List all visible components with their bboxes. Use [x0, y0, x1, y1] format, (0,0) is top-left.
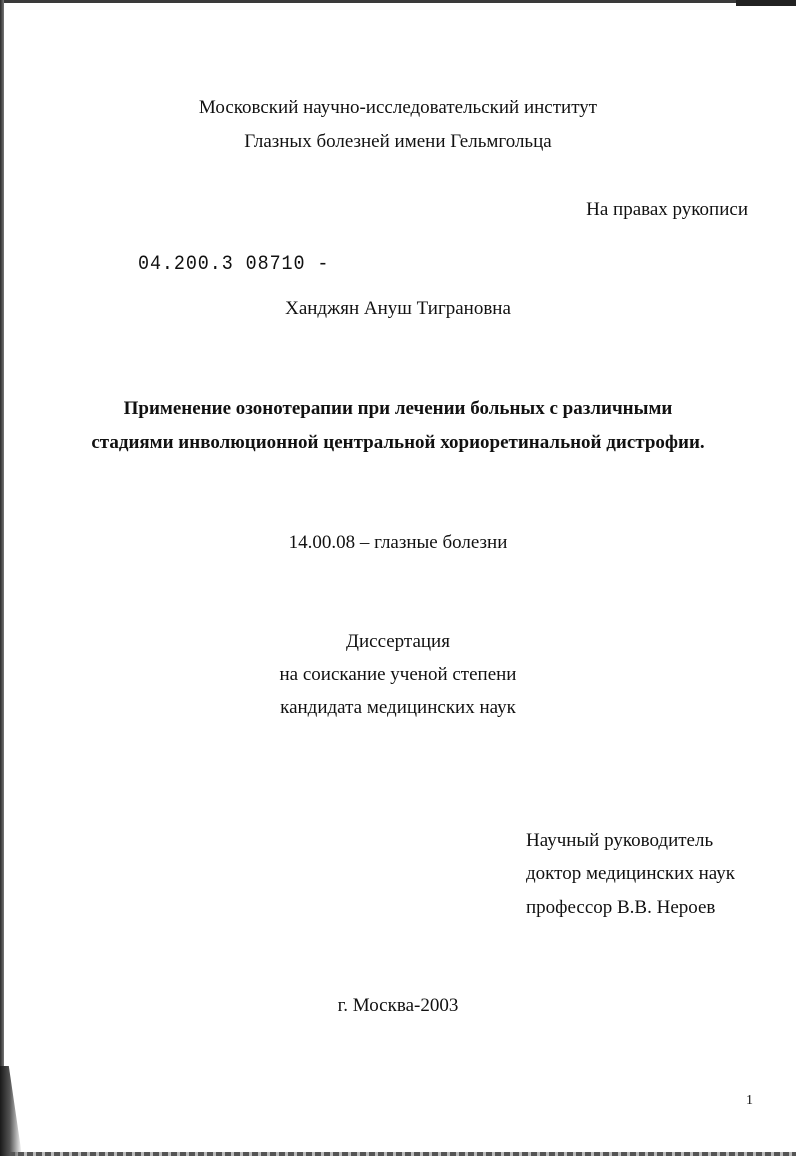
scan-shadow-bottom-left	[0, 1066, 22, 1156]
supervisor-label: Научный руководитель	[526, 830, 714, 851]
registration-stamp: 04.200.3 08710 -	[138, 253, 330, 276]
scan-edge-top	[0, 0, 796, 3]
supervisor-name: профессор В.В. Нероев	[526, 897, 716, 918]
rights-note: На правах рукописи	[586, 199, 748, 220]
author-name: Ханджян Ануш Тиграновна	[285, 298, 511, 319]
institute-name-line-1: Московский научно-исследовательский институт	[198, 97, 598, 118]
thesis-title-line-2: стадиями инволюционной центральной хориоретинальной дистрофии.	[91, 432, 705, 453]
page-number: 1	[746, 1093, 753, 1108]
degree-purpose: на соискание ученой степени	[279, 664, 517, 685]
degree-name: кандидата медицинских наук	[280, 697, 516, 718]
supervisor-degree: доктор медицинских наук	[526, 863, 735, 884]
specialty-code: 14.00.08 – глазные болезни	[288, 532, 508, 553]
scan-edge-bottom	[0, 1152, 796, 1156]
institute-name-line-2: Глазных болезней имени Гельмгольца	[244, 131, 552, 152]
scan-mark-top-right	[736, 0, 796, 6]
thesis-title-line-1: Применение озонотерапии при лечении больных с различными	[123, 398, 673, 419]
place-and-year: г. Москва-2003	[337, 995, 459, 1016]
scan-edge-left	[0, 0, 4, 1156]
dissertation-label: Диссертация	[346, 631, 450, 652]
